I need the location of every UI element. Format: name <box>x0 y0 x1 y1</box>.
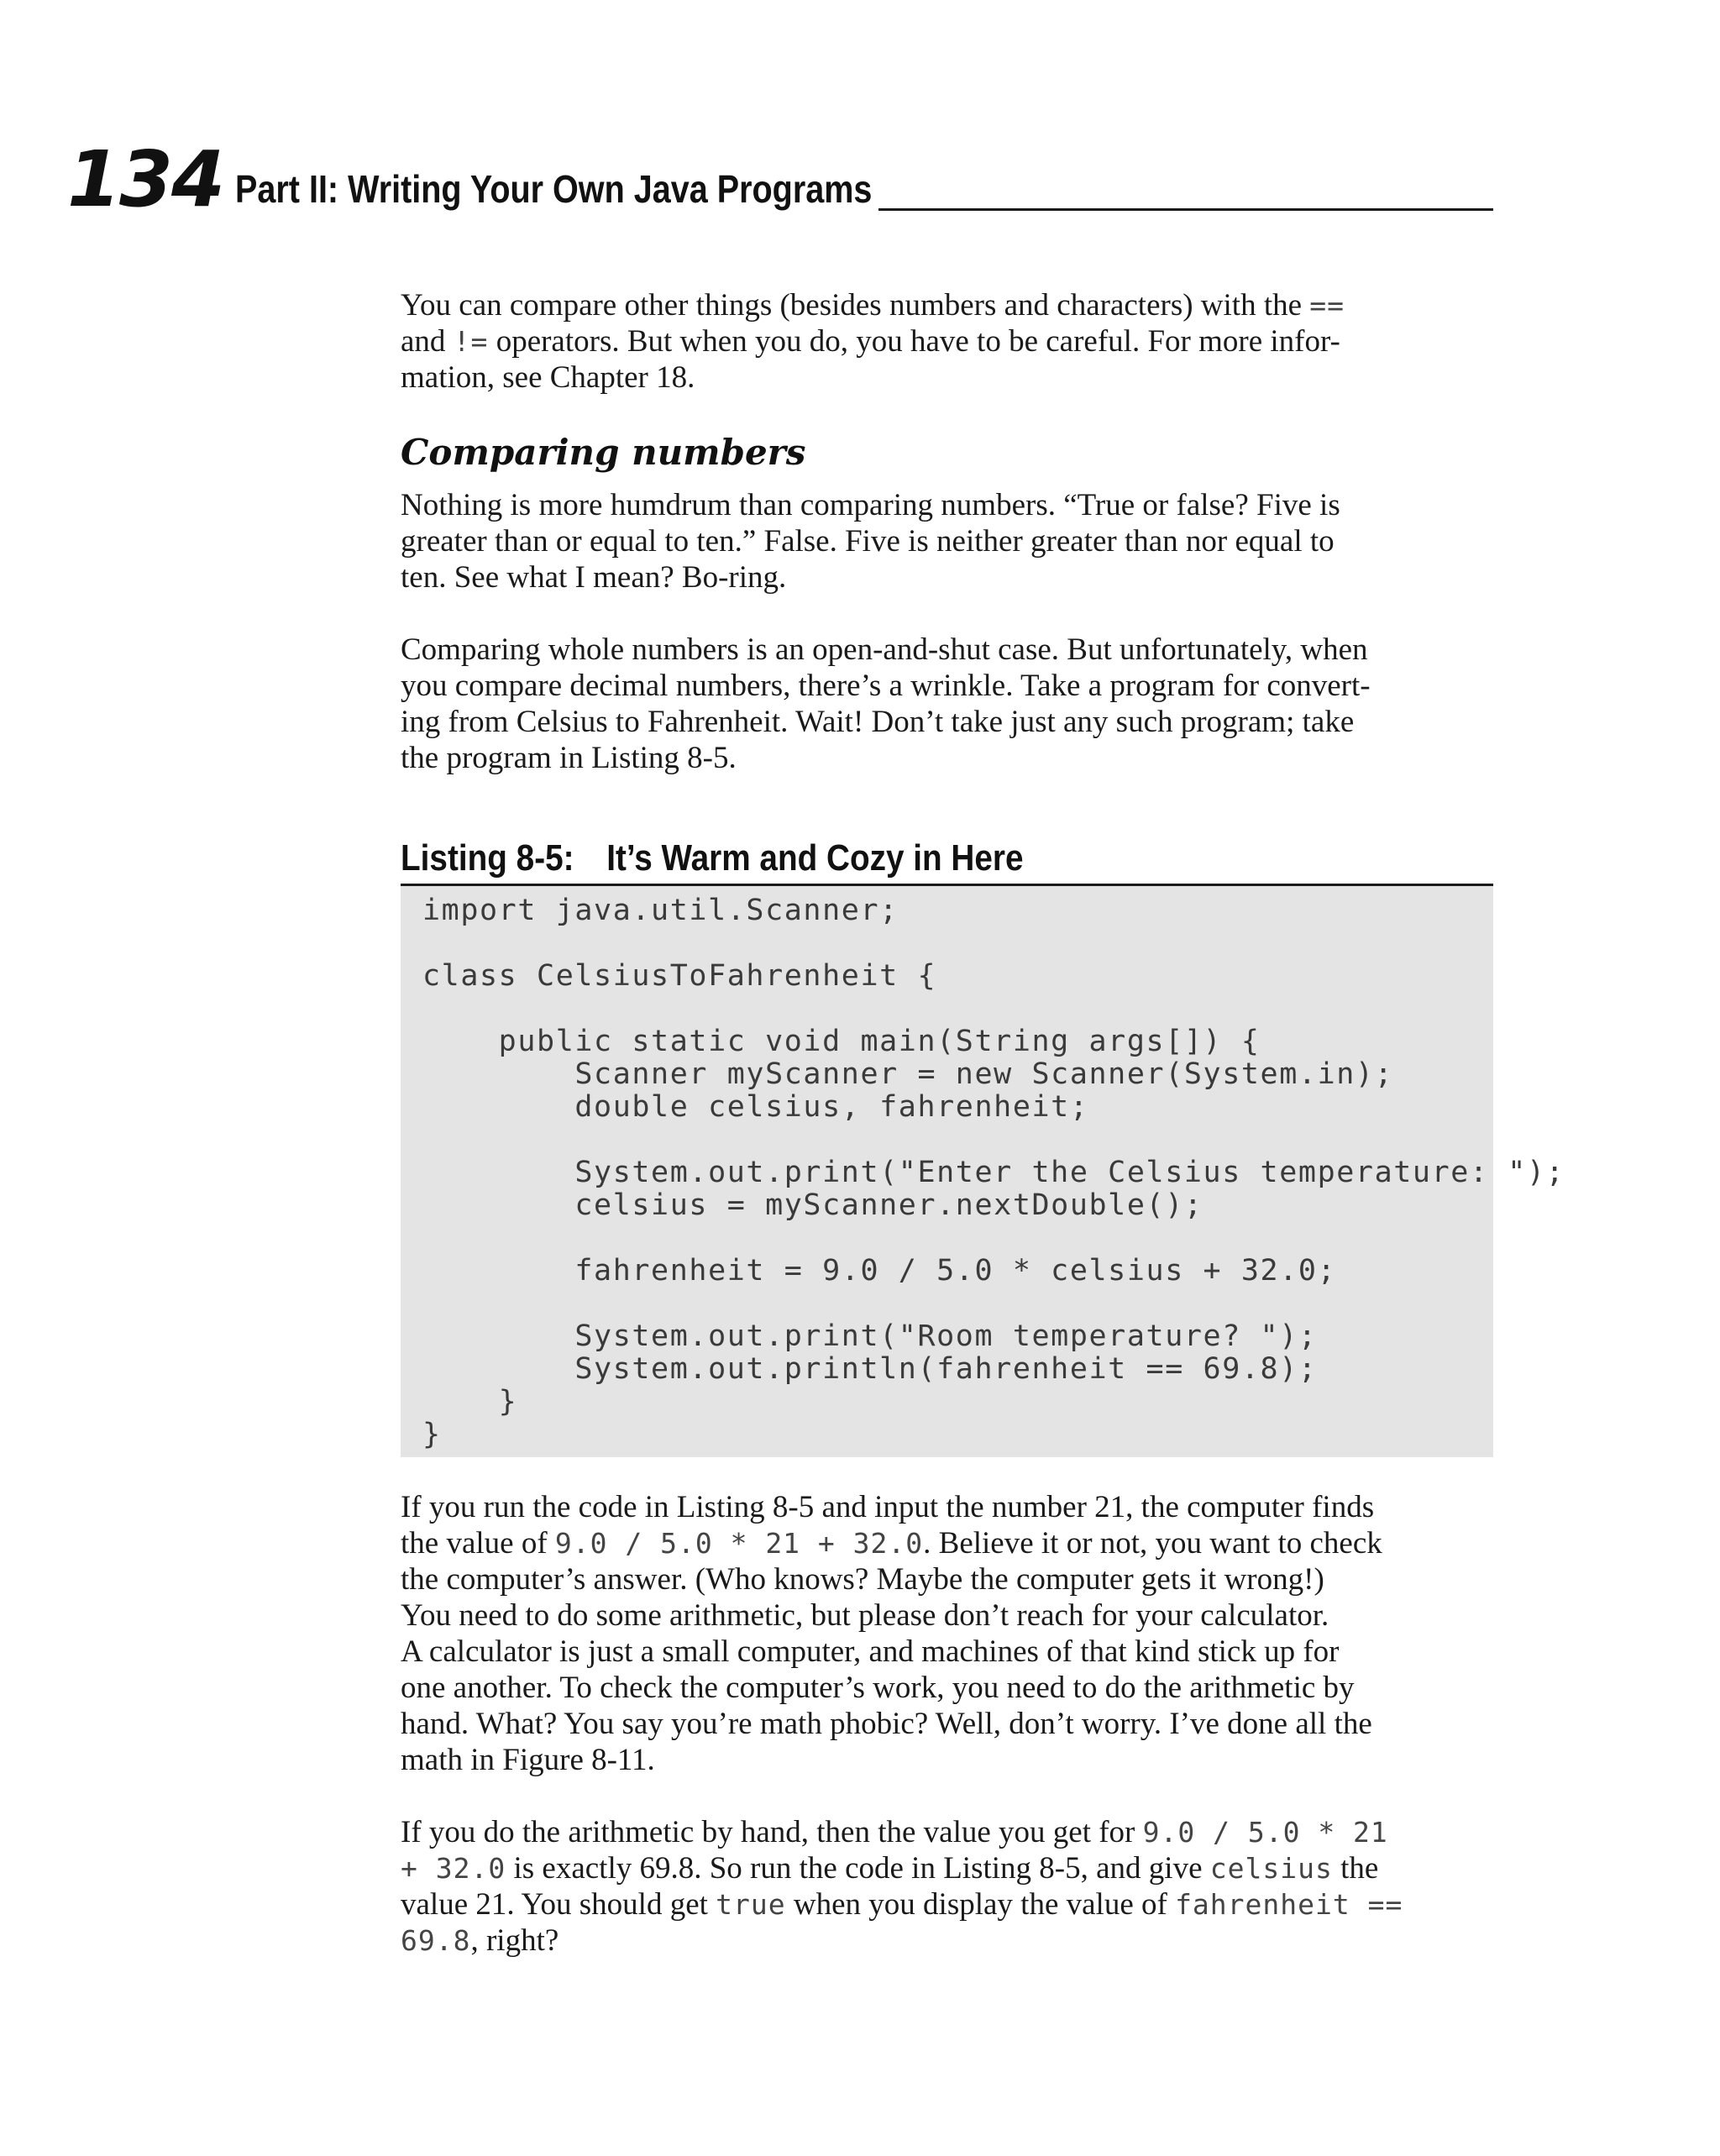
text-run: when you display the value of <box>785 1887 1176 1922</box>
text-run: and <box>401 324 454 359</box>
text-line: mation, see Chapter 18. <box>401 360 695 395</box>
text-line: one another. To check the computer’s work, you need to do the arithmetic by <box>401 1671 1355 1705</box>
text-run: You can compare other things (besides numbers and characters) with the <box>401 288 1310 323</box>
part-title: Part II: Writing Your Own Java Programs <box>235 167 873 211</box>
code-line: } <box>422 1385 518 1419</box>
code-line: System.out.print("Enter the Celsius temperature: "); <box>422 1156 1565 1189</box>
code-line: System.out.println(fahrenheit == 69.8); <box>422 1352 1318 1386</box>
text-run: the <box>1332 1851 1379 1886</box>
text-line <box>401 1923 1501 1959</box>
code-line: double celsius, fahrenheit; <box>422 1090 1089 1124</box>
code-line: import java.util.Scanner; <box>422 894 899 927</box>
text-line: A calculator is just a small computer, and machines of that kind stick up for <box>401 1634 1340 1669</box>
text-run: . Believe it or not, you want to check <box>923 1526 1382 1561</box>
inline-code: fahrenheit == <box>1175 1888 1403 1921</box>
text-line <box>401 1850 1501 1886</box>
inline-code: 9.0 / 5.0 * 21 + 32.0 <box>554 1527 924 1560</box>
body-paragraph <box>401 1489 1501 1778</box>
text-line <box>401 1814 1501 1850</box>
body-paragraph <box>401 487 1501 595</box>
code-line: public static void main(String args[]) { <box>422 1025 1261 1058</box>
text-line: hand. What? You say you’re math phobic? Well, don’t worry. I’ve done all the <box>401 1707 1372 1741</box>
text-line: You need to do some arithmetic, but please don’t reach for your calculator. <box>401 1598 1329 1633</box>
body-paragraph <box>401 1814 1501 1959</box>
page-number: 134 <box>67 134 224 224</box>
text-run: value 21. You should get <box>401 1887 716 1922</box>
text-line <box>401 323 1501 359</box>
text-line <box>401 1886 1501 1923</box>
text-run: , right? <box>470 1923 559 1958</box>
inline-code: celsius <box>1209 1852 1333 1885</box>
text-line: If you run the code in Listing 8-5 and input the number 21, the computer finds <box>401 1490 1375 1524</box>
text-line: math in Figure 8-11. <box>401 1743 655 1777</box>
inline-code: 9.0 / 5.0 * 21 <box>1142 1816 1388 1849</box>
text-run: operators. But when you do, you have to be careful. For more infor- <box>488 324 1340 359</box>
listing-caption <box>401 837 1024 879</box>
code-line: fahrenheit = 9.0 / 5.0 * celsius + 32.0; <box>422 1254 1337 1288</box>
text-line: greater than or equal to ten.” False. Five is neither greater than nor equal to <box>401 524 1335 559</box>
text-line: the computer’s answer. (Who knows? Maybe the computer gets it wrong!) <box>401 1562 1324 1597</box>
header-rule <box>878 208 1493 211</box>
text-line: you compare decimal numbers, there’s a wrinkle. Take a program for convert- <box>401 669 1371 703</box>
code-line: } <box>422 1418 442 1451</box>
text-run: the value of <box>401 1526 555 1561</box>
inline-code: == <box>1309 289 1345 322</box>
listing-label: Listing 8-5: <box>401 837 574 879</box>
intro-paragraph <box>401 287 1501 396</box>
text-line: Nothing is more humdrum than comparing numbers. “True or false? Five is <box>401 488 1340 522</box>
code-line: Scanner myScanner = new Scanner(System.in); <box>422 1057 1394 1091</box>
inline-code: 69.8 <box>401 1924 471 1957</box>
listing-title: It’s Warm and Cozy in Here <box>606 837 1024 879</box>
code-listing <box>401 886 1565 1457</box>
section-heading: Comparing numbers <box>401 432 806 473</box>
code-line: class CelsiusToFahrenheit { <box>422 959 937 993</box>
text-line <box>401 1525 1501 1561</box>
text-line <box>401 287 1501 323</box>
inline-code: != <box>453 325 489 358</box>
body-paragraph <box>401 632 1501 776</box>
code-line: celsius = myScanner.nextDouble(); <box>422 1188 1203 1222</box>
text-line: ten. See what I mean? Bo-ring. <box>401 560 787 595</box>
text-line: Comparing whole numbers is an open-and-shut case. But unfortunately, when <box>401 632 1368 667</box>
text-line: ing from Celsius to Fahrenheit. Wait! Don’t take just any such program; take <box>401 705 1355 739</box>
inline-code: true <box>716 1888 786 1921</box>
code-line: System.out.print("Room temperature? "); <box>422 1319 1318 1353</box>
inline-code: + 32.0 <box>401 1852 506 1885</box>
text-run: If you do the arithmetic by hand, then the value you get for <box>401 1815 1143 1849</box>
text-run: is exactly 69.8. So run the code in Listing 8-5, and give <box>506 1851 1210 1886</box>
text-line: the program in Listing 8-5. <box>401 741 737 775</box>
